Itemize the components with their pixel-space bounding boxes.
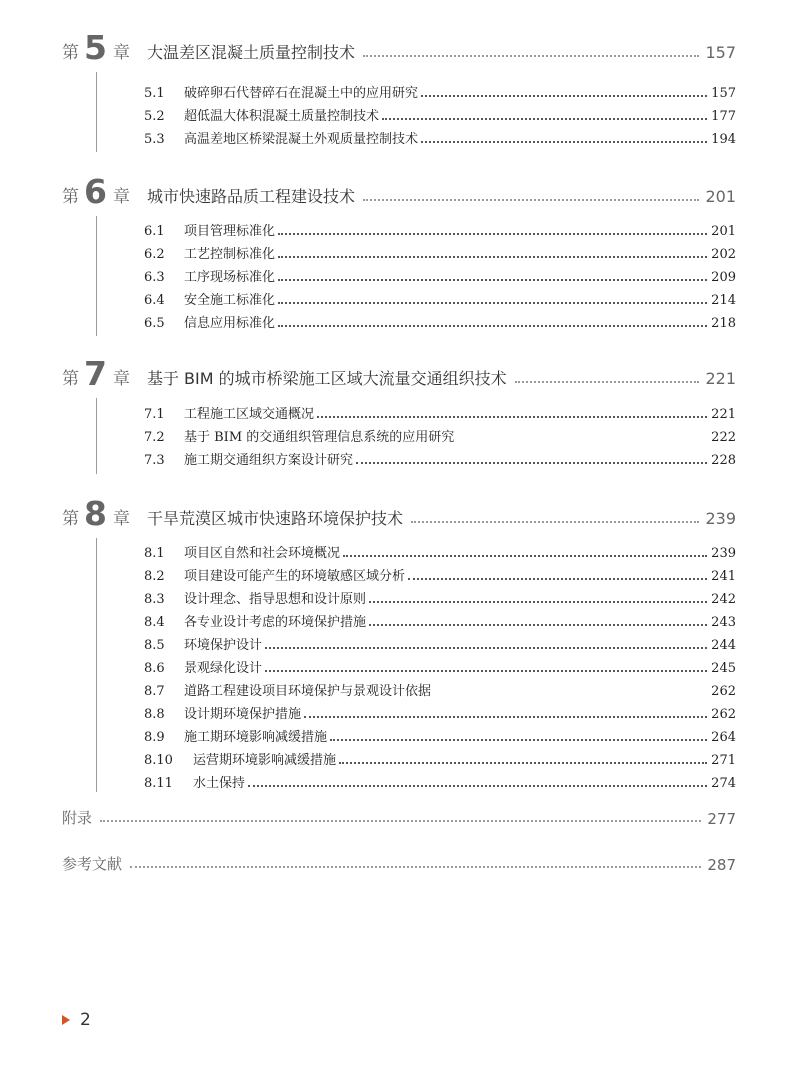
leader-dots [278,279,707,281]
section-number: 8.5 [144,638,165,653]
section-number: 5.1 [144,86,165,101]
section-page: 214 [711,293,736,308]
chapter-title: 城市快速路品质工程建设技术 [146,187,355,206]
section-title: 超低温大体积混凝土质量控制技术 [184,109,380,124]
section-page: 221 [711,407,736,422]
chapter-suffix: 章 [112,187,130,207]
chapter-title: 基于 BIM 的城市桥梁施工区域大流量交通组织技术 [146,369,507,388]
leader-dots [363,55,699,57]
section-title: 设计理念、指导思想和设计原则 [184,592,367,607]
leader-dots [265,647,707,649]
leader-dots [408,578,707,580]
leader-dots [278,233,707,235]
section-number: 8.3 [144,592,165,607]
section-title: 高温差地区桥梁混凝土外观质量控制技术 [184,132,419,147]
chapter-number: 8 [84,494,107,533]
section-title: 基于 BIM 的交通组织管理信息系统的应用研究 [184,430,455,445]
leader-dots [278,325,707,327]
section-title: 环境保护设计 [184,638,263,653]
toc-entry[interactable] [144,101,736,124]
leader-dots [421,95,707,97]
leader-dots [100,820,701,822]
chapter-suffix: 章 [112,509,130,529]
section-title: 工序现场标准化 [184,270,276,285]
section-title: 工程施工区域交通概况 [184,407,315,422]
section-number: 8.2 [144,569,165,584]
section-page: 209 [711,270,736,285]
leader-dots [382,118,707,120]
section-title: 设计期环境保护措施 [184,707,302,722]
leader-dots [317,416,707,418]
leader-dots [339,762,707,764]
toc-entry[interactable] [144,308,736,331]
toc-entry[interactable] [144,653,736,676]
leader-dots [421,141,707,143]
chapter-suffix: 章 [112,369,130,389]
toc-entry-references[interactable] [62,850,736,874]
leader-dots [278,256,707,258]
toc-entry[interactable] [144,699,736,722]
references-title: 参考文献 [62,855,123,873]
section-page: 201 [711,224,736,239]
section-title: 破碎卵石代替碎石在混凝土中的应用研究 [184,86,419,101]
chapter-rule [96,538,97,792]
section-list [144,399,736,468]
section-list [144,538,736,791]
toc-entry-appendix[interactable] [62,804,736,828]
section-page: 239 [711,546,736,561]
toc-entry[interactable] [144,239,736,262]
section-number: 8.1 [144,546,165,561]
section-page: 262 [711,707,736,722]
section-page: 241 [711,569,736,584]
section-page: 242 [711,592,736,607]
chapter-page: 157 [705,43,736,62]
section-page: 218 [711,316,736,331]
page-number: 2 [80,1010,91,1030]
chapter-suffix: 章 [112,43,130,63]
toc-entry[interactable] [144,399,736,422]
toc-entry[interactable] [144,722,736,745]
section-page: 202 [711,247,736,262]
chapter-number: 6 [84,172,107,211]
chapter-number: 5 [84,28,107,67]
chapter-prefix: 第 [62,187,79,207]
section-title: 信息应用标准化 [184,316,276,331]
leader-dots [434,693,707,695]
section-number: 8.10 [144,753,173,768]
leader-dots [343,555,707,557]
leader-dots [304,716,707,718]
section-title: 工艺控制标准化 [184,247,276,262]
section-number: 7.1 [144,407,165,422]
section-title: 施工期环境影响减缓措施 [184,730,328,745]
leader-dots [369,624,707,626]
chapter-rule [96,72,97,152]
section-title: 景观绿化设计 [184,661,263,676]
section-list [144,216,736,331]
chapter-heading[interactable] [62,26,736,66]
section-page: 274 [711,776,736,791]
section-page: 245 [711,661,736,676]
section-page: 244 [711,638,736,653]
section-number: 8.6 [144,661,165,676]
leader-dots [363,199,699,201]
chapter-heading[interactable] [62,170,736,210]
leader-dots [278,302,707,304]
leader-dots [248,785,707,787]
chapter-title: 大温差区混凝土质量控制技术 [146,43,355,62]
chapter-heading[interactable] [62,352,736,392]
toc-entry[interactable] [144,78,736,101]
section-title: 安全施工标准化 [184,293,276,308]
section-number: 7.3 [144,453,165,468]
toc-entry[interactable] [144,768,736,791]
section-title: 项目建设可能产生的环境敏感区域分析 [184,569,406,584]
references-page: 287 [707,856,736,874]
section-page: 194 [711,132,736,147]
section-number: 5.3 [144,132,165,147]
chapter-heading[interactable] [62,492,736,532]
toc-entry[interactable] [144,285,736,308]
chapter-page: 239 [705,509,736,528]
section-page: 271 [711,753,736,768]
section-title: 运营期环境影响减缓措施 [193,753,337,768]
section-page: 243 [711,615,736,630]
section-number: 6.3 [144,270,165,285]
toc-entry[interactable] [144,216,736,239]
chapter-prefix: 第 [62,43,79,63]
section-page: 228 [711,453,736,468]
section-number: 8.4 [144,615,165,630]
leader-dots [330,739,707,741]
chapter-page: 221 [705,369,736,388]
chapter-title: 干旱荒漠区城市快速路环境保护技术 [146,509,403,528]
leader-dots [457,439,707,441]
leader-dots [265,670,707,672]
chapter-prefix: 第 [62,509,79,529]
section-title: 道路工程建设项目环境保护与景观设计依据 [184,684,432,699]
leader-dots [411,521,699,523]
toc-entry[interactable] [144,745,736,768]
section-number: 6.2 [144,247,165,262]
section-number: 6.4 [144,293,165,308]
toc-entry[interactable] [144,538,736,561]
leader-dots [130,866,701,868]
toc-entry[interactable] [144,445,736,468]
appendix-page: 277 [707,810,736,828]
triangle-marker-icon [62,1015,70,1025]
section-number: 5.2 [144,109,165,124]
section-page: 157 [711,86,736,101]
toc-entry[interactable] [144,422,736,445]
section-page: 222 [711,430,736,445]
chapter-number: 7 [84,354,107,393]
section-title: 水土保持 [193,776,246,791]
toc-entry[interactable] [144,584,736,607]
chapter-rule [96,398,97,474]
toc-entry[interactable] [144,676,736,699]
page-footer [62,1010,91,1030]
section-number: 6.5 [144,316,165,331]
appendix-title: 附录 [62,809,93,827]
chapter-rule [96,216,97,336]
section-page: 262 [711,684,736,699]
section-number: 7.2 [144,430,165,445]
toc-entry[interactable] [144,124,736,147]
toc-entry[interactable] [144,607,736,630]
section-title: 施工期交通组织方案设计研究 [184,453,354,468]
chapter-prefix: 第 [62,369,79,389]
section-number: 8.11 [144,776,173,791]
section-title: 各专业设计考虑的环境保护措施 [184,615,367,630]
leader-dots [515,381,700,383]
section-number: 6.1 [144,224,165,239]
leader-dots [369,601,707,603]
toc-entry[interactable] [144,262,736,285]
chapter-page: 201 [705,187,736,206]
section-page: 177 [711,109,736,124]
section-list [144,78,736,147]
section-number: 8.8 [144,707,165,722]
section-page: 264 [711,730,736,745]
section-title: 项目管理标准化 [184,224,276,239]
toc-entry[interactable] [144,630,736,653]
section-title: 项目区自然和社会环境概况 [184,546,341,561]
toc-entry[interactable] [144,561,736,584]
leader-dots [356,462,707,464]
section-number: 8.9 [144,730,165,745]
section-number: 8.7 [144,684,165,699]
